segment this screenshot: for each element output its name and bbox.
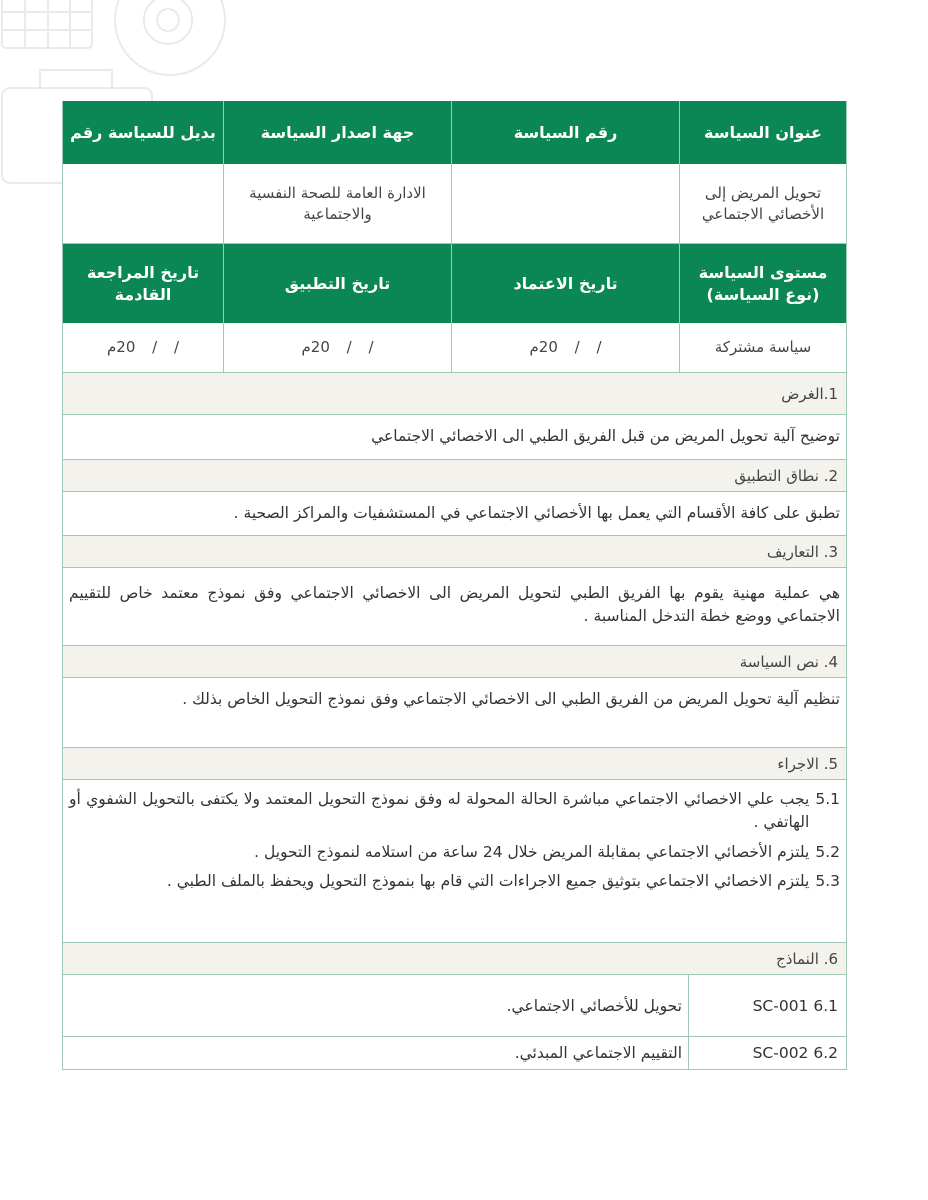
policy-number-header: رقم السياسة xyxy=(451,101,679,164)
procedure-step-text: يلتزم الأخصائي الاجتماعي بمقابلة المريض خلال 24 ساعة من استلامه لنموذج التحويل . xyxy=(254,842,810,861)
procedure-step-number: 5.2 xyxy=(815,842,840,861)
section-heading-scope: 2. نطاق التطبيق xyxy=(63,460,846,492)
section-heading-forms: 6. النماذج xyxy=(63,943,846,975)
policy-level-header: مستوى السياسة (نوع السياسة) xyxy=(679,244,846,323)
policy-number-value xyxy=(451,164,679,244)
policy-level-value: سياسة مشتركة xyxy=(679,323,846,373)
header-row-2 xyxy=(63,244,846,323)
procedure-step xyxy=(69,870,840,893)
form-row xyxy=(63,975,846,1037)
procedure-step-text: يجب علي الاخصائي الاجتماعي مباشرة الحالة المحولة له وفق نموذج التحويل المعتمد ولا يكتفى بالتحويل الشفوي أو الهاتفي . xyxy=(69,790,810,832)
values-row-1 xyxy=(63,164,846,244)
section-body-purpose: توضيح آلية تحويل المريض من قبل الفريق الطبي الى الاخصائي الاجتماعي xyxy=(63,415,846,460)
section-heading-policy-text: 4. نص السياسة xyxy=(63,646,846,678)
policy-issuer-value: الادارة العامة للصحة النفسية والاجتماعية xyxy=(223,164,451,244)
section-body-scope: تطبق على كافة الأقسام التي يعمل بها الأخصائي الاجتماعي في المستشفيات والمراكز الصحية . xyxy=(63,492,846,536)
policy-document xyxy=(62,101,847,1070)
section-heading-procedure: 5. الاجراء xyxy=(63,748,846,780)
policy-title-value: تحويل المريض إلى الأخصائي الاجتماعي xyxy=(679,164,846,244)
approval-date-header: تاريخ الاعتماد xyxy=(451,244,679,323)
values-row-2 xyxy=(63,323,846,373)
application-date-header: تاريخ التطبيق xyxy=(223,244,451,323)
policy-title-header: عنوان السياسة xyxy=(679,101,846,164)
header-row-1 xyxy=(63,101,846,164)
procedure-step xyxy=(69,788,840,835)
section-heading-definitions: 3. التعاريف xyxy=(63,536,846,568)
procedure-step-number: 5.1 xyxy=(815,790,840,808)
replacement-policy-value xyxy=(63,164,223,244)
application-date-value: / / 20م xyxy=(223,323,451,373)
form-name: التقييم الاجتماعي المبدئي. xyxy=(514,1044,682,1062)
procedure-step-number: 5.3 xyxy=(815,871,840,890)
next-review-date-header: تاريخ المراجعة القادمة xyxy=(63,244,223,323)
policy-issuer-header: جهة اصدار السياسة xyxy=(223,101,451,164)
section-body-definitions: هي عملية مهنية يقوم بها الفريق الطبي لتحويل المريض الى الاخصائي الاجتماعي وفق نموذج معتمد خاص للتقييم الاجتماعي ووضع خطة التدخل المناسبة . xyxy=(63,568,846,646)
section-body-procedure xyxy=(63,780,846,943)
procedure-step-text: يلتزم الاخصائي الاجتماعي بتوثيق جميع الاجراءات التي قام بها بنموذج التحويل ويحفظ بالملف الطبي . xyxy=(166,871,810,890)
section-body-policy-text: تنظيم آلية تحويل المريض من الفريق الطبي الى الاخصائي الاجتماعي وفق نموذج التحويل الخاص بذلك . xyxy=(63,678,846,748)
procedure-step xyxy=(69,841,840,864)
next-review-date-value: / / 20م xyxy=(63,323,223,373)
form-name: تحويل للأخصائي الاجتماعي. xyxy=(506,996,682,1015)
form-code: SC-002 6.2 xyxy=(688,1037,846,1069)
section-heading-purpose: 1.الغرض xyxy=(63,373,846,415)
form-row xyxy=(63,1037,846,1070)
form-code: SC-001 6.1 xyxy=(688,975,846,1036)
approval-date-value: / / 20م xyxy=(451,323,679,373)
replacement-policy-header: بديل للسياسة رقم xyxy=(63,101,223,164)
